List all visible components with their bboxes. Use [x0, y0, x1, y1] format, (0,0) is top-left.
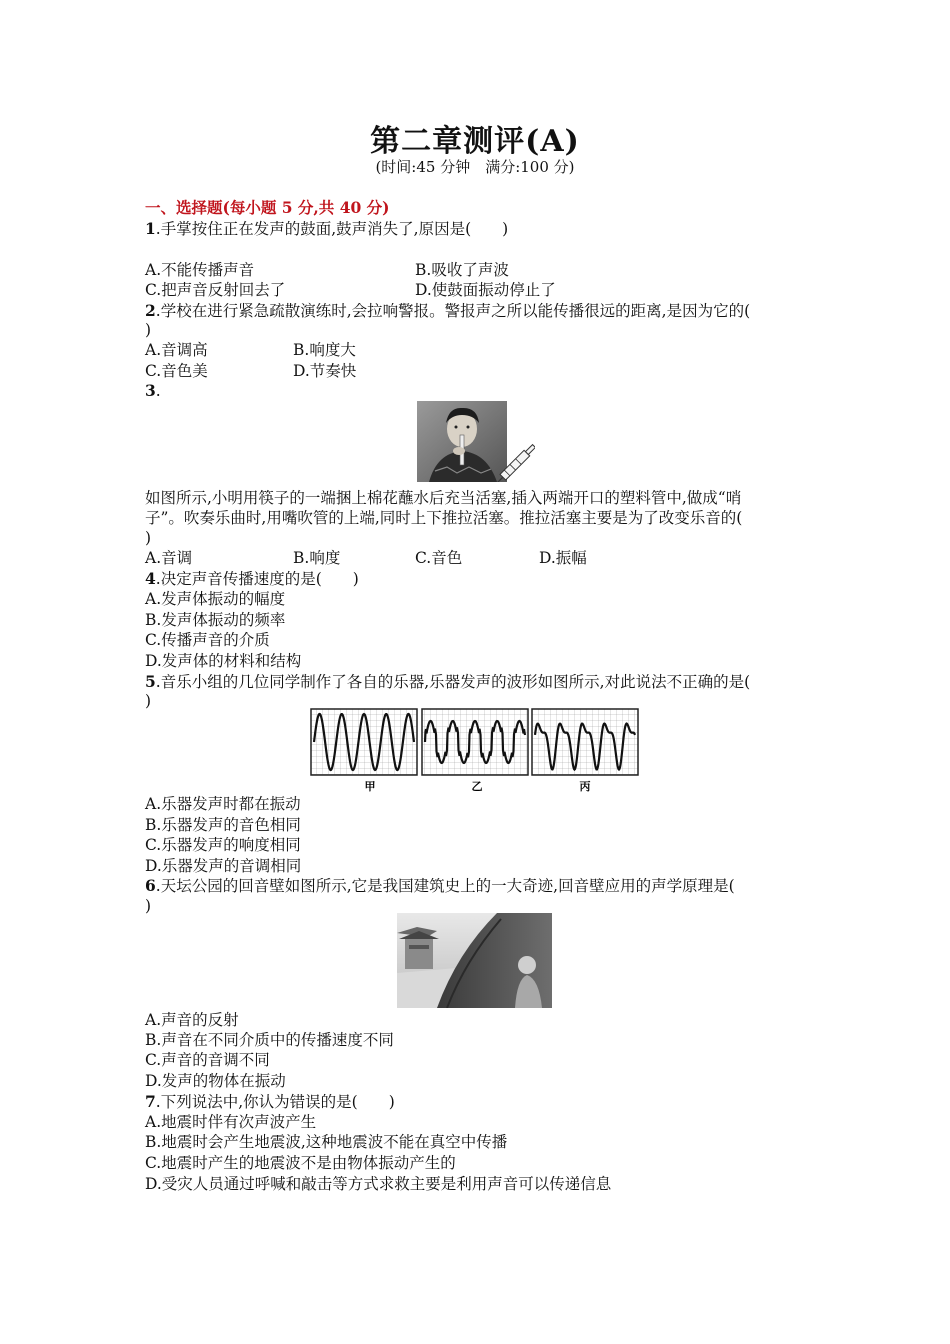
question-6-stem [145, 876, 735, 896]
waveform-panel-jia [311, 709, 417, 775]
question-text: .下列说法中,你认为错误的是( ) [155, 1093, 395, 1111]
question-number: 6 [145, 876, 156, 895]
q3-option-a: A.音调 [145, 549, 193, 567]
q6-option-c: C.声音的音调不同 [145, 1051, 270, 1069]
q2-option-c: C.音色美 [145, 362, 208, 380]
q1-option-d: D.使鼓面振动停止了 [415, 281, 556, 299]
question-text: .决定声音传播速度的是( ) [155, 570, 359, 588]
question-4-stem [145, 569, 359, 589]
section-heading: 一、选择题(每小题 5 分,共 40 分) [145, 198, 390, 217]
q5-option-b: B.乐器发声的音色相同 [145, 816, 301, 834]
q7-option-c: C.地震时产生的地震波不是由物体振动产生的 [145, 1154, 456, 1172]
q7-option-b: B.地震时会产生地震波,这种地震波不能在真空中传播 [145, 1133, 508, 1151]
question-2-stem [145, 301, 750, 321]
q3-option-b: B.响度 [293, 549, 341, 567]
q4-option-b: B.发声体振动的频率 [145, 611, 286, 629]
question-2-stem-end: ) [145, 321, 152, 339]
waveform-label-bing: 丙 [579, 780, 591, 793]
waveform-panel-bing [532, 709, 638, 775]
question-number: 5 [145, 672, 156, 691]
q7-option-d: D.受灾人员通过呼喊和敲击等方式求救主要是利用声音可以传递信息 [145, 1175, 612, 1193]
question-number: 2 [145, 301, 156, 320]
q6-option-a: A.声音的反射 [145, 1011, 239, 1029]
q2-option-b: B.响度大 [293, 341, 356, 359]
q2-option-d: D.节奏快 [293, 362, 357, 380]
boy-whistle-photo [417, 401, 535, 482]
question-text: .天坛公园的回音壁如图所示,它是我国建筑史上的一大奇迹,回音壁应用的声学原理是( [155, 877, 735, 895]
waveform-label-jia: 甲 [364, 780, 376, 793]
question-dot: . [155, 382, 161, 400]
waveform-figure [310, 708, 642, 796]
question-7-stem [145, 1092, 395, 1112]
question-3-text-line2: 子”。吹奏乐曲时,用嘴吹管的上端,同时上下推拉活塞。推拉活塞主要是为了改变乐音的( [145, 509, 743, 527]
echo-wall-photo [397, 913, 552, 1008]
page-title: 第二章测评(A) [370, 124, 580, 159]
q3-option-c: C.音色 [415, 549, 463, 567]
question-5-stem [145, 672, 750, 692]
waveform-label-yi: 乙 [471, 780, 483, 793]
q2-option-a: A.音调高 [145, 341, 208, 359]
waveform-panel-yi [422, 709, 528, 775]
question-5-stem-end: ) [145, 692, 152, 710]
q4-option-a: A.发声体振动的幅度 [145, 590, 286, 608]
q1-option-c: C.把声音反射回去了 [145, 281, 286, 299]
question-number: 1 [145, 219, 156, 238]
q1-option-b: B.吸收了声波 [415, 261, 509, 279]
q5-option-c: C.乐器发声的响度相同 [145, 836, 301, 854]
question-number: 3 [145, 381, 156, 400]
q7-option-a: A.地震时伴有次声波产生 [145, 1113, 317, 1131]
q4-option-c: C.传播声音的介质 [145, 631, 270, 649]
q6-option-d: D.发声的物体在振动 [145, 1072, 286, 1090]
question-6-stem-end: ) [145, 897, 152, 915]
question-text: .手掌按住正在发声的鼓面,鼓声消失了,原因是( ) [155, 220, 509, 238]
question-3-stem [145, 381, 161, 401]
q5-option-a: A.乐器发声时都在振动 [145, 795, 301, 813]
q4-option-d: D.发声体的材料和结构 [145, 652, 302, 670]
question-number: 7 [145, 1092, 156, 1111]
question-3-text-line3: ) [145, 529, 152, 547]
question-number: 4 [145, 569, 156, 588]
q6-option-b: B.声音在不同介质中的传播速度不同 [145, 1031, 394, 1049]
q5-option-d: D.乐器发声的音调相同 [145, 857, 302, 875]
question-text: .音乐小组的几位同学制作了各自的乐器,乐器发声的波形如图所示,对此说法不正确的是( [155, 673, 751, 691]
question-3-text-line1: 如图所示,小明用筷子的一端捆上棉花蘸水后充当活塞,插入两端开口的塑料管中,做成“哨 [145, 489, 742, 507]
question-1-stem [145, 219, 508, 239]
page-subtitle: (时间:45 分钟 满分:100 分) [375, 158, 575, 176]
q3-option-d: D.振幅 [539, 549, 587, 567]
question-text: .学校在进行紧急疏散演练时,会拉响警报。警报声之所以能传播很远的距离,是因为它的( [155, 302, 751, 320]
q1-option-a: A.不能传播声音 [145, 261, 255, 279]
